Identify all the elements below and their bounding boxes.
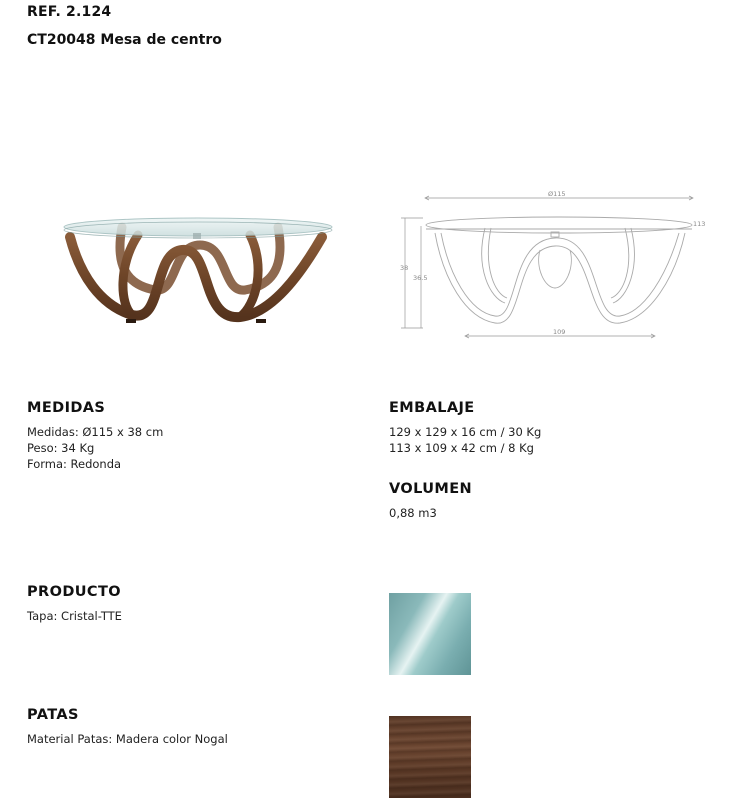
- patas-heading: PATAS: [27, 707, 79, 723]
- product-photo: [60, 205, 338, 335]
- embalaje-package-1: 129 x 129 x 16 cm / 30 Kg: [389, 425, 542, 439]
- volumen-heading: VOLUMEN: [389, 481, 473, 497]
- base-dimension-label: 109: [553, 328, 566, 336]
- glass-swatch: [389, 593, 471, 675]
- embalaje-heading: EMBALAJE: [389, 400, 475, 416]
- medidas-heading: MEDIDAS: [27, 400, 106, 416]
- volumen-value: 0,88 m3: [389, 506, 437, 520]
- patas-leg-material: Material Patas: Madera color Nogal: [27, 732, 228, 746]
- top-dimension-label: 113: [693, 220, 706, 228]
- walnut-wood-swatch: [389, 716, 471, 798]
- width-dimension-label: Ø115: [548, 190, 566, 198]
- product-title: CT20048 Mesa de centro: [27, 32, 222, 48]
- inner-height-dimension-label: 36.5: [413, 274, 428, 282]
- embalaje-package-2: 113 x 109 x 42 cm / 8 Kg: [389, 441, 534, 455]
- medidas-weight: Peso: 34 Kg: [27, 441, 95, 455]
- height-dimension-label: 38: [400, 264, 409, 272]
- reference-code: REF. 2.124: [27, 4, 112, 20]
- medidas-dimensions: Medidas: Ø115 x 38 cm: [27, 425, 164, 439]
- technical-drawing: [395, 188, 715, 343]
- medidas-shape: Forma: Redonda: [27, 457, 122, 471]
- producto-heading: PRODUCTO: [27, 584, 121, 600]
- producto-top-material: Tapa: Cristal-TTE: [27, 609, 122, 623]
